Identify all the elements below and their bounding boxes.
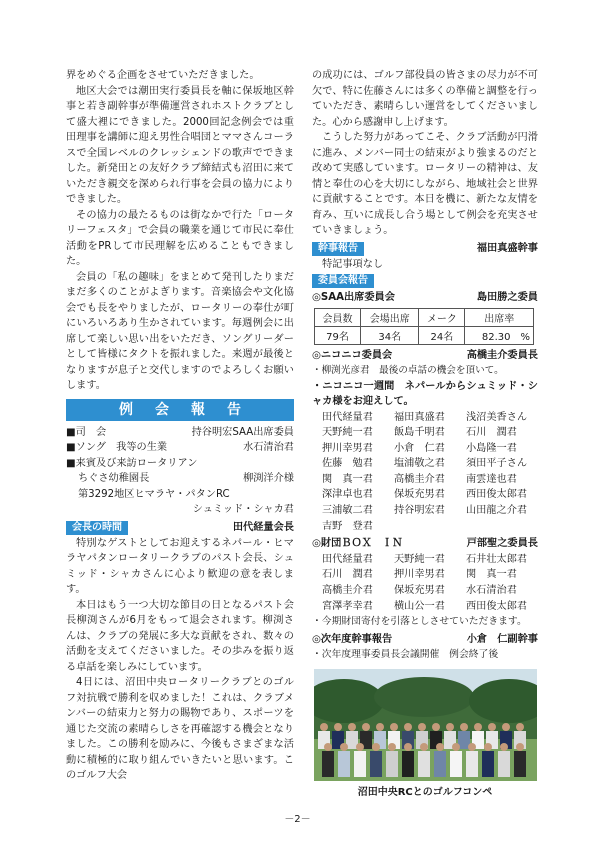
golf-group-photo [314,669,537,781]
report-row-guest-1: ちぐさ幼稚園長 柳渕洋介様 [78,473,294,484]
member-name: 石川 潤君 [322,569,373,581]
report-row-guest-3: シュミッド・シャカ君 [192,504,294,515]
secretary-name: 福田真盛幹事 [476,242,538,254]
member-name: 高橋圭介君 [394,473,445,485]
member-name: 保坂充男君 [394,584,445,596]
next-secretary-line: ・次年度理事委員長会議開催 例会終了後 [312,649,499,661]
committee-report-heading [312,274,538,288]
report-row-guest-2: 第3292地区ヒマラヤ・パタンRC [78,488,230,500]
member-name: 西田俊太郎君 [466,489,528,501]
table-cell: 82.30 % [465,326,534,344]
member-name: 押川幸男君 [322,442,373,454]
secretary-report-heading [312,241,538,257]
member-name: 山田龍之介君 [466,505,528,517]
attendance-table [314,308,534,345]
committee-report-tag: 委員会報告 [312,274,374,288]
member-name: 須田平子さん [466,458,528,470]
nikoniko-line: ・柳渕光彦君 最後の卓話の機会を頂いて。 [312,365,504,376]
nikoniko-names [312,410,538,535]
table-cell: 34名 [361,326,419,344]
body-paragraph: 特別なゲストとしてお迎えするネパール・ヒマラヤパタンロータリークラブのパスト会長、シュミッド・シャカさんに心より歓迎の意を表します。 [66,537,294,595]
member-name: 小倉 仁君 [394,442,445,454]
meeting-report-header: 例会報告 [66,399,294,421]
member-name: 持谷明宏君 [394,505,445,517]
member-name: 深津卓也君 [322,489,373,501]
member-name: 小島隆一君 [466,442,517,454]
member-name: 三浦敏二君 [322,505,373,517]
member-name: 押川幸男君 [394,569,445,581]
table-header-cell: 会場出席 [361,308,419,326]
secretary-report-tag: 幹事報告 [312,242,364,256]
presidents-time-heading [66,520,294,536]
member-name [466,519,538,535]
member-name: 西田俊太郎君 [466,600,528,612]
member-name: 水石清治君 [466,584,517,596]
body-paragraph: 地区大会では潮田実行委員長を軸に保坂地区幹事と若き副幹事が準備運営されホストクラブとして盛大裡にできました。2000回記念例会では重田理事を講師に迎え男性合唱団とママさんコーラスで全国レベルのクレッシェンドの歌声でできました。新発田との友好クラブ締結式も沼田に来ていただき親交を深められ行事を会員の協力によりできました。 [66,85,294,205]
fund-box-heading: ◎財団ＢＯＸ ＩＮ 戸部聖之委員長 [312,538,538,550]
member-name [394,519,466,535]
member-name: 横山公一君 [394,600,445,612]
fund-line: ・今期財団寄付を引落としさせていただきます。 [312,616,527,628]
report-row-guests: ■来賓及び来訪ロータリアン [66,457,198,469]
member-name: 石川 潤君 [466,427,517,439]
member-name: 関 真一君 [322,473,373,485]
table-cell: 24名 [419,326,465,344]
nikoniko-heading: ◎ニコニコ委員会 高橋圭介委員長 [312,349,538,361]
member-name: 南雲達也君 [466,473,517,485]
report-row-song: ■ソング 我等の生業 水石清治君 [66,442,294,453]
body-paragraph: その協力の最たるものは街なかで行た「ロータリーフェスタ」で会員の職業を通じて市民に奉仕活動をPRして市民理解を広めることもできました。 [66,209,294,267]
body-paragraph: 本日はもう一つ大切な節目の日となるパスト会長柳渕さんが6月をもって退会されます。柳渕さんは、クラブの発展に多大な貢献をされ、数々の活動を支えてくださいました。その歩みを振り返る卓話を楽しみにしています。 [66,599,294,673]
next-secretary-heading: ◎次年度幹事報告 小倉 仁副幹事 [312,633,538,645]
member-name: 浅沼美香さん [466,411,528,423]
right-column [312,68,538,798]
member-name: 関 真一君 [466,569,517,581]
nikoniko-week-line: ・ニコニコ一週間 ネパールからシュミッド・シャカ様をお迎えして。 [312,380,538,407]
left-column [66,68,294,784]
body-paragraph: こうした努力があってこそ、クラブ活動が円滑に進み、メンバー同士の結束がより強まるのだと改めて実感しています。ロータリーの精神は、友情と奉仕の心を大切にしながら、地域社会と世界に貢献することです。本日を機に、新たな友情を育み、互いに成長し合う場として例会を充実させていきましょう。 [312,132,538,236]
saa-heading: ◎SAA出席委員会 島田勝之委員 [312,292,538,303]
member-name: 天野純一君 [322,427,373,439]
secretary-report-text: 特記事項なし [322,258,384,270]
table-header-cell: 会員数 [315,308,361,326]
presidents-time-tag: 会長の時間 [66,521,128,535]
member-name: 田代経量君 [322,411,373,423]
table-header-cell: 出席率 [465,308,534,326]
member-name: 佐藤 勉君 [322,458,373,470]
member-name: 天野純一君 [394,553,445,565]
photo-illustration [314,669,537,781]
report-row-mc: ■司 会 持谷明宏SAA出席委員 [66,426,294,438]
table-header-cell: メーク [419,308,465,326]
page-number: －2－ [284,814,311,825]
member-name: 田代経量君 [322,553,373,565]
member-name: 飯島千明君 [394,427,445,439]
president-name: 田代経量会長 [232,521,294,533]
fund-box-names [312,552,538,614]
table-cell: 79名 [315,326,361,344]
body-paragraph: の成功には、ゴルフ部役員の皆さまの尽力が不可欠で、特に佐藤さんには多くの準備と調整を行っていただき、素晴らしい運営をしてくださいました。心から感謝申し上げます。 [312,70,538,128]
attendance-header-row [315,308,534,326]
member-name: 高橋圭介君 [322,584,373,596]
body-paragraph: 会員の「私の趣味」をまとめて発刊したりまだまだ多くのことがよぎります。音楽協会や文化協会でも長をやりましたが、ロータリーの奉仕が町にいろいろあり生かされています。毎週例会に出席して楽しい思い出をいただき、ソングリーダーとして皆様にタクトを振れました。来週が最後となりますが息子と交代しますのでよろしくお願いします。 [66,271,294,391]
member-name: 塩浦敬之君 [394,458,445,470]
member-name: 福田真盛君 [394,411,445,423]
attendance-value-row [315,326,534,344]
member-name: 吉野 登君 [322,520,373,532]
body-paragraph: 4日には、沼田中央ロータリークラブとのゴルフ対抗戦で勝利を収めました！これは、クラブメンバーの結束力と努力の賜物であり、スポーツを通じた交流の素晴らしさを再確認する機会となりました。この勝利を励みに、今後もさまざまな活動に積極的に取り組んでいきたいと思います。このゴルフ大会 [66,677,294,781]
body-paragraph: 界をめぐる企画をさせていただきました。 [66,70,260,81]
member-name: 保坂充男君 [394,489,445,501]
member-name: 石井壮太郎君 [466,553,528,565]
member-name: 宮澤孝幸君 [322,600,373,612]
photo-caption: 沼田中央RCとのゴルフコンペ [357,786,493,798]
